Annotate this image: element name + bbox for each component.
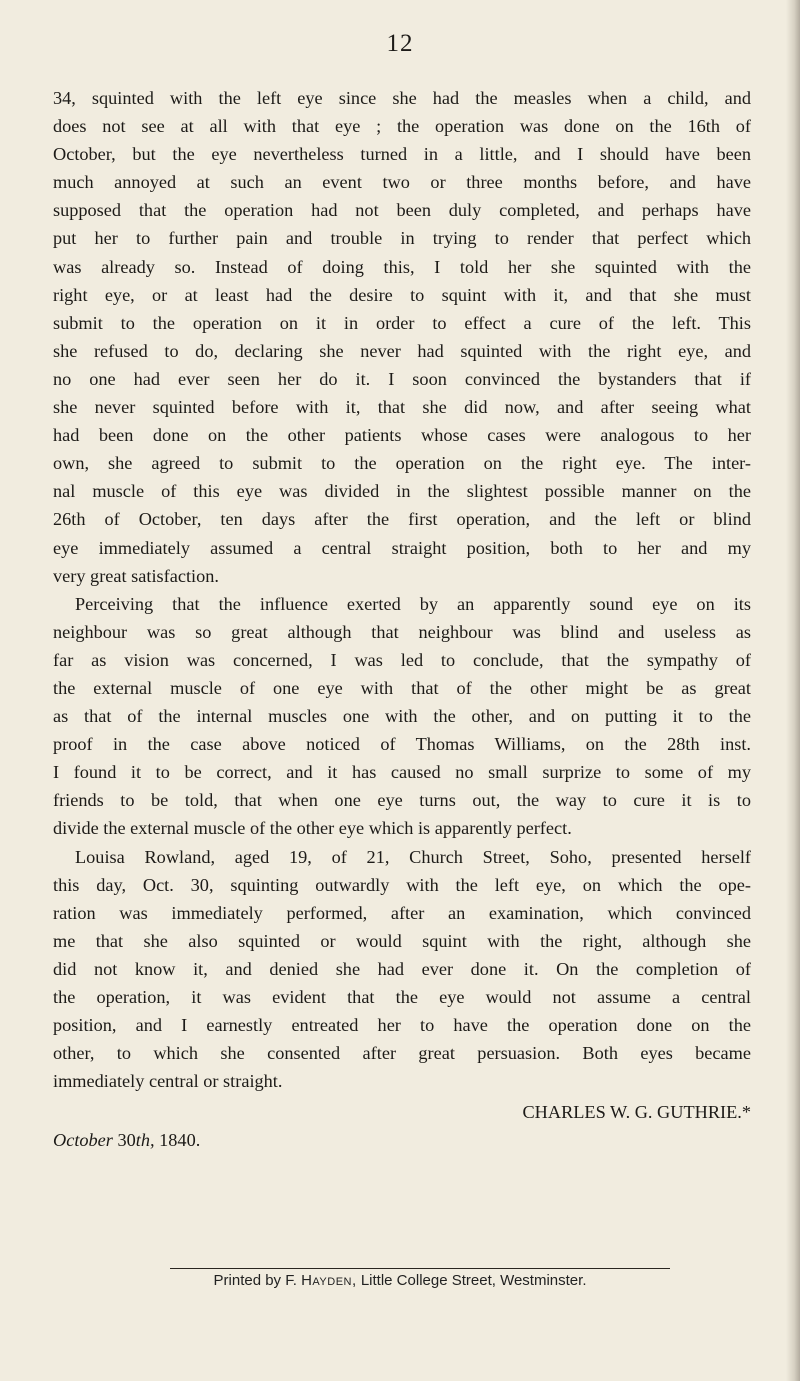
text-line: other, to which she consented after great persuasion. Both eyes became: [53, 1043, 751, 1064]
text-line: this day, Oct. 30, squinting outwardly with the left eye, on which the ope-: [53, 874, 751, 895]
text-line: 34, squinted with the left eye since she had the measles when a child, and: [53, 88, 751, 108]
text-line: put her to further pain and trouble in trying to render that perfect which: [53, 228, 751, 249]
text-line: nal muscle of this eye was divided in the slightest possible manner on the: [53, 481, 751, 502]
text-line: she refused to do, declaring she never had squinted with the right eye, and: [53, 340, 751, 361]
text-line: as that of the internal muscles one with the other, and on putting it to the: [53, 706, 751, 727]
printer-imprint: [0, 1272, 800, 1289]
dateline: [53, 1126, 200, 1154]
page-edge-shadow: [786, 0, 800, 1381]
page-number: 12: [386, 30, 414, 57]
text-line: the external muscle of one eye with that of the other might be as great: [53, 677, 751, 698]
text-line: me that she also squinted or would squint with the right, although she: [53, 930, 751, 951]
footer-rule: [170, 1268, 670, 1269]
text-line: had been done on the other patients whose cases were analogous to her: [53, 425, 751, 446]
text-line: divide the external muscle of the other eye which is apparently perfect.: [53, 818, 572, 839]
imprint-address: Little College Street, Westminster.: [360, 1272, 587, 1289]
dateline-day-number: 30: [117, 1129, 136, 1150]
text-line: very great satisfaction.: [53, 565, 219, 586]
dateline-month: October: [53, 1129, 113, 1150]
text-line: the operation, it was evident that the eye would not assume a central: [53, 987, 751, 1007]
signature: CHARLES W. G. GUTHRIE.*: [522, 1101, 751, 1122]
text-line: she never squinted before with it, that she did now, and after seeing what: [53, 397, 751, 418]
text-line: no one had ever seen her do it. I soon convinced the bystanders that if: [53, 368, 751, 389]
text-line: eye immediately assumed a central straight position, both to her and my: [53, 537, 751, 558]
text-line: position, and I earnestly entreated her to have the operation done on the: [53, 1015, 751, 1036]
text-line: does not see at all with that eye ; the operation was done on the 16th of: [53, 116, 751, 137]
body-text: [53, 84, 751, 1095]
text-line: Louisa Rowland, aged 19, of 21, Church Street, Soho, presented herself: [75, 846, 751, 867]
text-line: Perceiving that the influence exerted by an apparently sound eye on its: [75, 593, 751, 614]
text-line: proof in the case above noticed of Thomas Williams, on the 28th inst.: [53, 734, 751, 755]
text-line: supposed that the operation had not been duly completed, and perhaps have: [53, 200, 751, 221]
text-line: was already so. Instead of doing this, I told her she squinted with the: [53, 256, 751, 277]
text-line: I found it to be correct, and it has caused no small surprize to some of my: [53, 762, 751, 783]
text-line: submit to the operation on it in order to effect a cure of the left. This: [53, 312, 751, 333]
text-line: own, she agreed to submit to the operation on the right eye. The inter-: [53, 453, 751, 474]
text-line: did not know it, and denied she had ever done it. On the completion of: [53, 958, 751, 979]
text-line: much annoyed at such an event two or three months before, and have: [53, 172, 751, 193]
imprint-printer-name: Hayden,: [301, 1272, 357, 1289]
text-line: immediately central or straight.: [53, 1071, 283, 1092]
text-line: far as vision was concerned, I was led to conclude, that the sympathy of: [53, 649, 751, 670]
text-line: October, but the eye nevertheless turned in a little, and I should have been: [53, 144, 751, 165]
text-line: right eye, or at least had the desire to squint with it, and that she must: [53, 284, 751, 305]
imprint-printed-by: Printed by F.: [213, 1272, 297, 1289]
text-line: friends to be told, that when one eye turns out, the way to cure it is to: [53, 790, 751, 811]
text-line: 26th of October, ten days after the first operation, and the left or blind: [53, 509, 751, 530]
text-line: ration was immediately performed, after an examination, which convinced: [53, 902, 751, 923]
text-line: neighbour was so great although that neighbour was blind and useless as: [53, 621, 751, 642]
dateline-year: 1840.: [159, 1129, 201, 1150]
dateline-day-suffix: th,: [135, 1129, 155, 1150]
